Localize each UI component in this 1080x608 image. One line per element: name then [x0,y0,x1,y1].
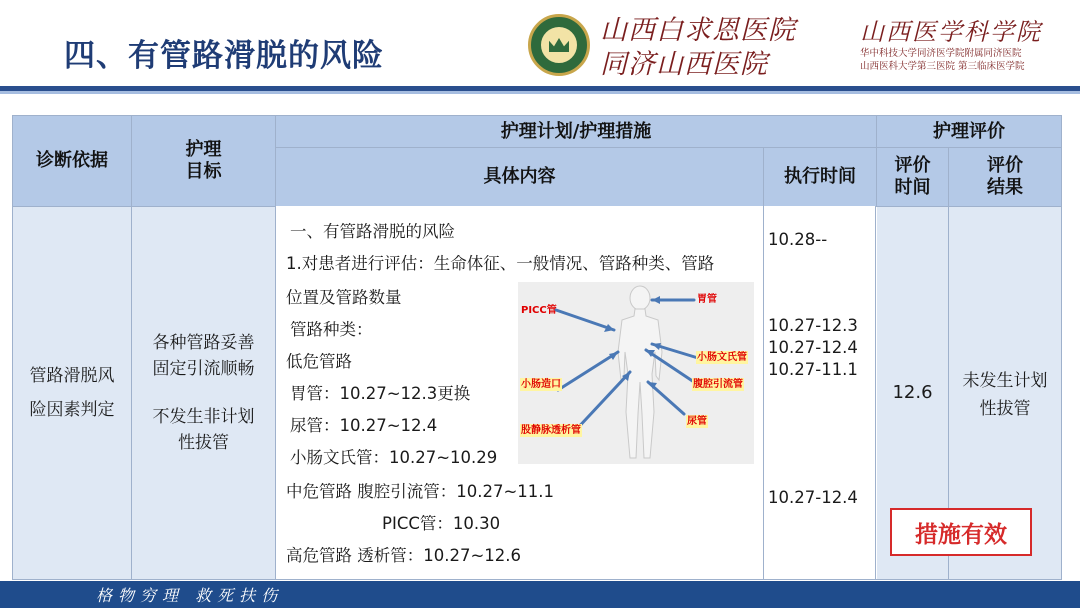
content-line-1: 1.对患者进行评估：生命体征、一般情况、管路种类、管路 [286,254,715,273]
row-goal-2: 不发生非计划 性拔管 [152,407,255,453]
content-line-7: 小肠文氏管：10.27~10.29 [290,448,498,467]
exec-time-0: 10.28-- [768,230,828,249]
footer-slogan: 格物穷理 救死扶伤 [96,586,284,605]
label-abdominal: 腹腔引流管 [693,379,743,390]
row-exec-time [764,206,876,579]
row-diagnosis [13,207,132,580]
content-line-3: 管路种类： [290,320,373,339]
header-content-label: 具体内容 [483,166,556,187]
header-exec-time [764,148,877,207]
header-exec-time-label: 执行时间 [784,166,856,187]
effect-stamp-text: 措施有效 [915,521,1007,548]
exec-time-3: 10.27-11.1 [768,360,858,379]
hospital-2-sub1: 华中科技大学同济医学院附属同济医院 [860,48,1022,59]
header-evaluation [877,116,1062,148]
hospital-1-line1: 山西白求恩医院 [600,15,796,46]
footer-bar [0,581,1080,608]
effect-stamp [890,508,1032,556]
content-line-6: 尿管：10.27~12.4 [290,416,438,435]
row-goal [132,207,276,580]
header-eval-result-label: 评价 结果 [987,155,1023,198]
exec-time-2: 10.27-12.4 [768,338,858,357]
content-line-4: 低危管路 [286,352,352,371]
label-stoma: 小肠造口 [521,379,561,390]
exec-time-1: 10.27-12.3 [768,316,858,335]
hospital-2-sub2: 山西医科大学第三医院 第三临床医学院 [860,61,1025,72]
header-content [276,148,764,207]
label-picc: PICC管 [521,305,557,316]
header-goal-label: 护理 目标 [185,139,222,182]
header-goal [132,116,276,207]
hospital-1-line2: 同济山西医院 [600,49,768,80]
label-dialysis: 股静脉透析管 [521,425,581,436]
header-eval-result [949,148,1062,207]
content-line-2: 位置及管路数量 [286,288,402,307]
header-eval-time [877,148,949,207]
label-gastric: 胃管 [697,294,717,305]
header-diagnosis [13,116,132,207]
exec-time-4: 10.27-12.4 [768,488,858,507]
body-tube-diagram [518,282,754,464]
label-urinary: 尿管 [687,416,707,427]
hospital-2-title: 山西医学科学院 [860,18,1042,46]
content-line-9: PICC管：10.30 [382,514,501,533]
hospital-seal-logo [528,14,590,76]
row-goal-1: 各种管路妥善 固定引流顺畅 [152,333,255,379]
header-divider-light [0,91,1080,94]
content-line-5: 胃管：10.27~12.3更换 [290,384,471,403]
header-eval-time-label: 评价 时间 [894,155,931,198]
header-evaluation-label: 护理评价 [933,120,1005,142]
slide-title: 四、有管路滑脱的风险 [64,38,384,74]
header-plan-label: 护理计划/护理措施 [500,120,652,142]
hospital-1-name [600,14,796,82]
row-eval-result-text: 未发生计划 性拔管 [962,371,1048,419]
row-eval-time-text: 12.6 [892,382,933,403]
row-diagnosis-text: 管路滑脱风 险因素判定 [29,366,115,420]
label-wenshi: 小肠文氏管 [697,352,747,363]
header-diagnosis-label: 诊断依据 [36,150,108,171]
header-plan [276,116,877,148]
content-line-8: 中危管路 腹腔引流管：10.27~11.1 [286,482,555,501]
content-line-10: 高危管路 透析管：10.27~12.6 [286,546,522,565]
hospital-2-name [860,12,1042,73]
content-line-0: 一、有管路滑脱的风险 [290,222,455,241]
